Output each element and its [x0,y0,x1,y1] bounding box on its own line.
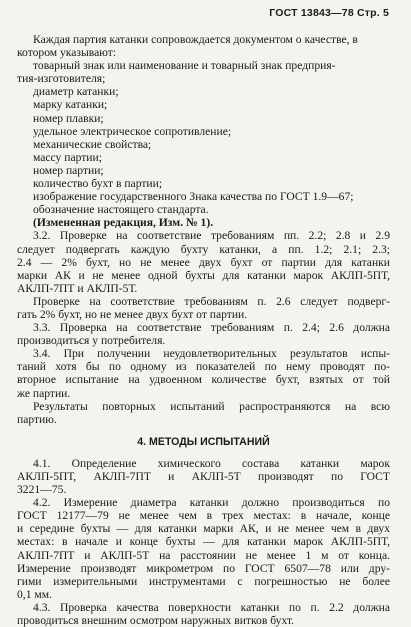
text-line: АКЛП-7ПТ и АКЛП-5Т на расстоянии не менее 1 м от конца. [17,548,390,562]
text-line: 2.4 — 2% бухт, но не менее двух бухт от партии для катанки [17,255,390,269]
text-line: номер плавки; [33,111,104,125]
text-line: товарный знак или наименование и товарный знак предприя- [33,59,336,73]
text-line: изображение государственного Знака качества по ГОСТ 1.9—67; [33,190,354,204]
text-line: 3221—75. [17,483,67,497]
text-line: 4.3. Проверка качества поверхности катанки по п. 2.2 должна [33,600,390,614]
text-line: же партии. [17,386,71,400]
text-line: гать 2% бухт, но не менее двух бухт от партии. [17,307,248,321]
text-line: марки АК и не менее одной бухты для катанки марок АКЛП-5ПТ, [17,268,390,282]
paragraph-4-2 [17,496,390,601]
section-title: 4. МЕТОДЫ ИСПЫТАНИЙ [137,435,270,448]
paragraph-3-2-continued [17,295,390,321]
paragraph-4-3 [17,601,390,627]
edition-note: (Измененная редакция, Изм. № 1). [33,216,214,230]
text-line: массу партии; [33,150,102,164]
text-line: Проверке на соответствие требованиям п. 2.6 следует подверг- [33,294,390,308]
text-line: Каждая партия катанки сопровождается документом о качестве, в [33,33,358,46]
text-line: количество бухт в партии; [33,177,163,191]
text-line: 4.2. Измерение диаметра катанки должно производиться по [33,496,390,510]
text-line: таний хотя бы по одному из показателей по нему проводят по- [17,360,390,374]
text-line: обозначение настоящего стандарта. [33,203,209,217]
text-line: диаметр катанки; [33,85,119,99]
text-line: 4.1. Определение химического состава катанки марок [33,456,390,470]
text-line: механические свойства; [33,137,152,151]
paragraph-3-1 [17,33,390,229]
text-line: удельное электрическое сопротивление; [33,124,232,138]
text-line: и середине бухты — для катанки марки АК, и не менее чем в двух [17,522,390,536]
paragraph-3-4-continued [17,400,390,426]
text-line: марку катанки; [33,98,108,112]
document-body [17,33,390,627]
text-line: 3.2. Проверке на соответствие требованиям пп. 2.2; 2.8 и 2.9 [33,229,390,243]
text-line: АКЛП-7ПТ и АКЛП-5Т. [17,281,138,295]
paragraph-3-3 [17,321,390,347]
text-line: проводиться внешним осмотром наружных витков бухт. [17,614,295,627]
page-header: ГОСТ 13843—78 Стр. 5 [269,7,389,19]
text-line: следует подвергать каждую бухту катанки, а пп. 1.2; 2.1; 2.3; [17,242,390,256]
text-line: производиться у потребителя. [17,334,166,348]
paragraph-3-2 [17,229,390,294]
text-line: Результаты повторных испытаний распространяются на всю [33,399,390,413]
text-line: котором указывают: [17,46,117,60]
text-line: 3.4. При получении неудовлетворительных результатов испы- [33,347,390,361]
text-line: АКЛП-5ПТ, АКЛП-7ПТ и АКЛП-5Т производят по ГОСТ [17,470,390,483]
text-line: Измерение производят микрометром по ГОСТ 6507—78 или дру- [17,561,390,575]
text-line: тия-изготовителя; [17,72,106,86]
text-line: номер партии; [33,163,104,177]
text-line: 0,1 мм. [17,587,52,601]
paragraph-3-4 [17,347,390,399]
text-line: местах: в начале и конце бухты — для катанки марок АКЛП-5ПТ, [17,535,390,549]
text-line: ГОСТ 12177—79 не менее чем в трех местах: в начале, конце [17,509,390,523]
text-line: партию. [17,412,57,426]
paragraph-4-1 [17,457,390,496]
text-line: гими измерительными инструментами с погрешностью не более [17,574,390,588]
text-line: 3.3. Проверка на соответствие требованиям п. 2.4; 2.6 должна [33,321,390,335]
text-line: вторное испытание на удвоенном количестве бухт, взятых от той [17,373,390,387]
